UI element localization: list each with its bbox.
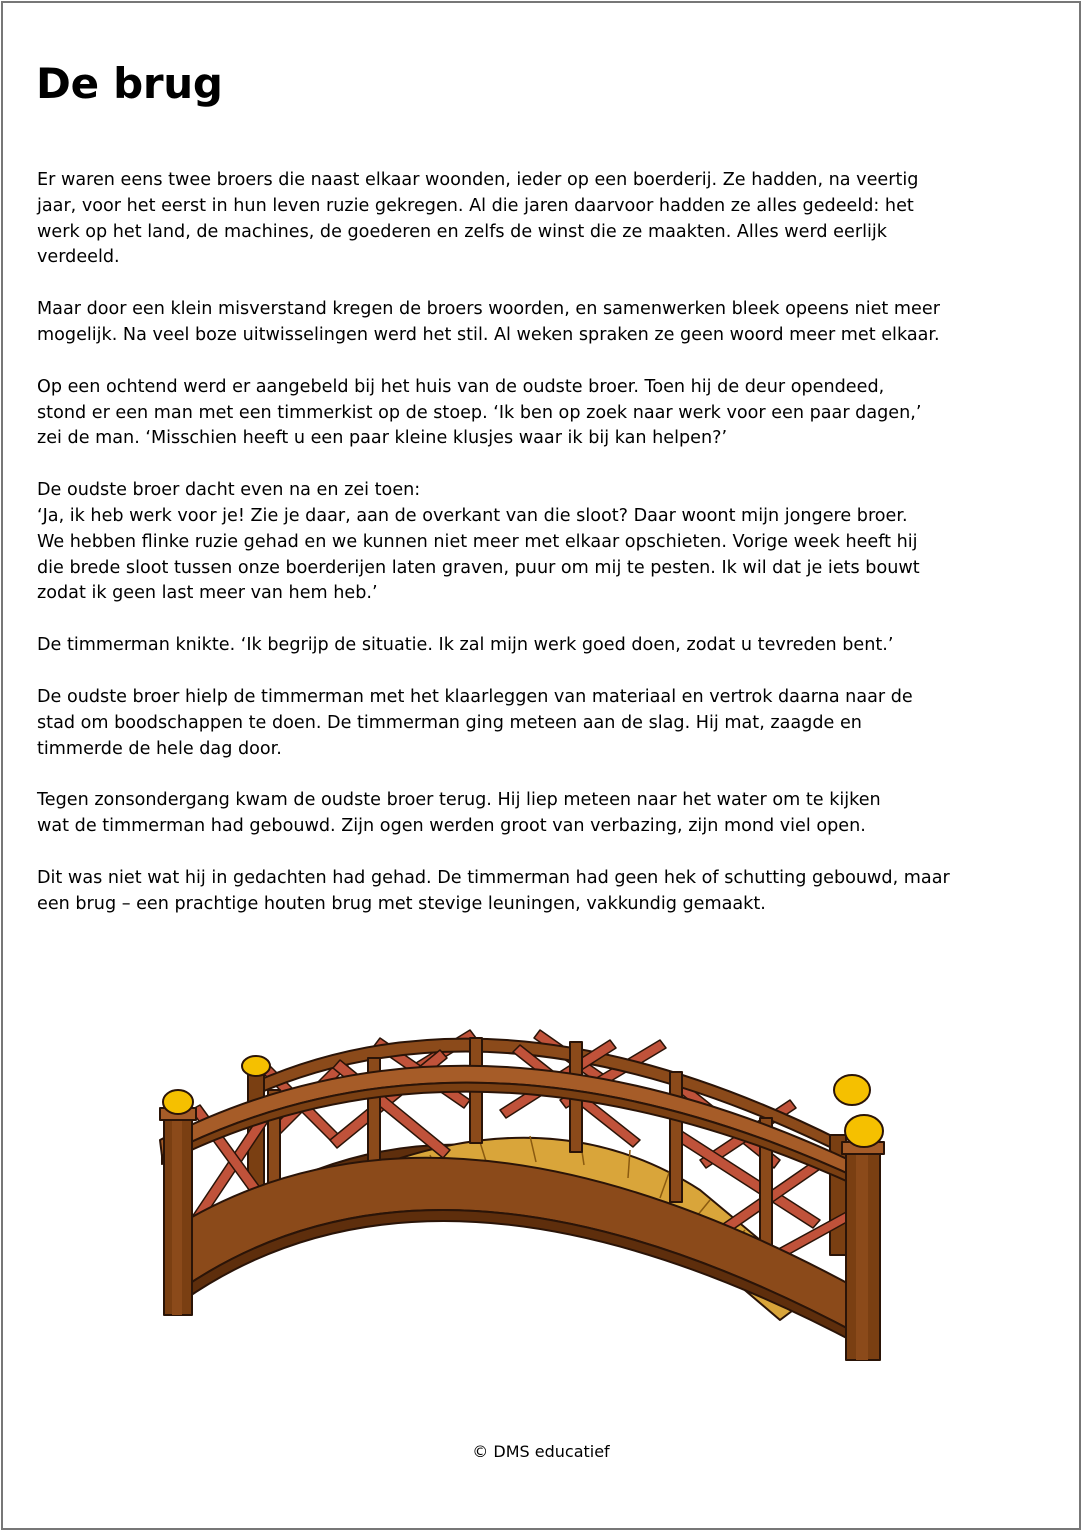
paragraph-6: De oudste broer hielp de timmerman met het klaarleggen van materiaal en vertrok daarna naar de stad om boodschappen te doen. De timmerman ging meteen aan de slag. Hij mat, zaagde en timmerde de hele dag door. <box>37 686 913 759</box>
paragraph-1: Er waren eens twee broers die naast elkaar woonden, ieder op een boerderij. Ze hadden, na veertig jaar, voor het eerst in hun leven ruzie gekregen. Al die jaren daarvoor hadden ze alles gedeeld: het werk op het land, de machines, de goederen en zelfs de winst die ze maakten. Alles werd eerlijk verdeeld. <box>37 170 919 268</box>
paragraph-2: Maar door een klein misverstand kregen de broers woorden, en samenwerken bleek opeens niet meer mogelijk. Na veel boze uitwisselingen werd het stil. Al weken spraken ze geen woord meer met elkaar. <box>37 299 940 345</box>
wooden-bridge-icon <box>140 990 920 1380</box>
paragraph-5: De timmerman knikte. ‘Ik begrijp de situatie. Ik zal mijn werk goed doen, zodat u tevreden bent.’ <box>37 635 894 656</box>
paragraph-8: Dit was niet wat hij in gedachten had gehad. De timmerman had geen hek of schutting gebouwd, maar een brug – een prachtige houten brug met stevige leuningen, vakkundig gemaakt. <box>37 867 950 914</box>
page-title: De brug <box>36 59 223 108</box>
paragraph-3: Op een ochtend werd er aangebeld bij het huis van de oudste broer. Toen hij de deur opendeed, stond er een man met een timmerkist op de stoep. ‘Ik ben op zoek naar werk voor een paar dagen,’ zei de man. ‘Misschien heeft u een paar kleine klusjes waar ik bij kan helpen?’ <box>37 376 922 449</box>
paragraph-4: De oudste broer dacht even na en zei toen: ‘Ja, ik heb werk voor je! Zie je daar, aan de overkant van die sloot? Daar woont mijn jongere broer. We hebben flinke ruzie gehad en we kunnen niet meer met elkaar opschieten. Vorige week heeft hij die brede sloot tussen onze boerderijen laten graven, puur om mij te pesten. Ik wil dat je iets bouwt zodat ik geen last meer van hem heb.’ <box>37 480 920 604</box>
story-body <box>37 168 1047 944</box>
copyright-notice: © DMS educatief <box>472 1442 610 1461</box>
paragraph-7: Tegen zonsondergang kwam de oudste broer terug. Hij liep meteen naar het water om te kijken wat de timmerman had gebouwd. Zijn ogen werden groot van verbazing, zijn mond viel open. <box>37 790 881 837</box>
